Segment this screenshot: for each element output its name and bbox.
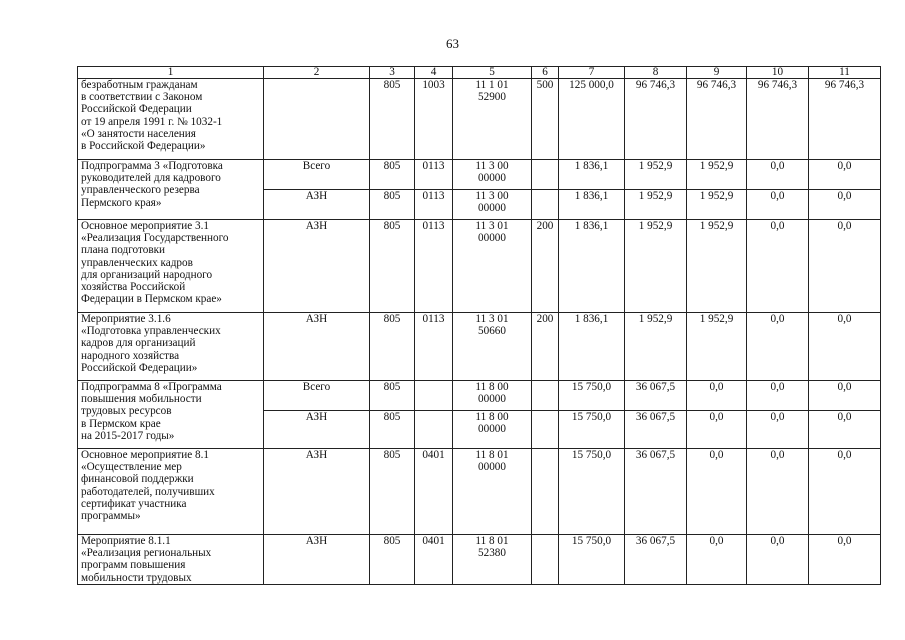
amount-col10-cell: 0,0 [747,411,809,449]
program-name-cell: безработным гражданам в соответствии с Законом Российской Федерации от 19 апреля 1991 г. № 1032-1 «О занятости населения в Российской Федерации» [78,79,264,160]
funding-source-cell: АЗН [264,313,370,381]
amount-col11-cell: 0,0 [809,313,881,381]
grbs-code-cell: 805 [370,381,415,411]
column-number-8: 8 [625,67,687,79]
section-code-cell [415,411,453,449]
section-code-cell: 0401 [415,535,453,585]
amount-col9-cell: 0,0 [687,535,747,585]
funding-source-cell: АЗН [264,220,370,313]
amount-col11-cell: 0,0 [809,535,881,585]
table-row [78,220,881,313]
amount-col7-cell: 15 750,0 [559,449,625,535]
target-article-cell: 11 3 00 00000 [453,190,532,220]
amount-col9-cell: 1 952,9 [687,190,747,220]
funding-source-cell [264,79,370,160]
amount-col7-cell: 1 836,1 [559,313,625,381]
column-number-5: 5 [453,67,532,79]
amount-col10-cell: 0,0 [747,535,809,585]
target-article-cell: 11 3 01 50660 [453,313,532,381]
amount-col9-cell: 1 952,9 [687,313,747,381]
expense-type-cell [532,160,559,190]
program-name-cell: Подпрограмма 3 «Подготовка руководителей для кадрового управленческого резерва Пермского края» [78,160,264,220]
amount-col11-cell: 0,0 [809,449,881,535]
program-name-cell: Подпрограмма 8 «Программа повышения мобильности трудовых ресурсов в Пермском крае на 2015-2017 годы» [78,381,264,449]
target-article-cell: 11 3 00 00000 [453,160,532,190]
amount-col10-cell: 0,0 [747,449,809,535]
amount-col10-cell: 0,0 [747,190,809,220]
amount-col11-cell: 0,0 [809,220,881,313]
expense-type-cell [532,381,559,411]
amount-col11-cell: 0,0 [809,160,881,190]
target-article-cell: 11 8 01 00000 [453,449,532,535]
funding-source-cell: Всего [264,381,370,411]
amount-col9-cell: 1 952,9 [687,160,747,190]
funding-source-cell: АЗН [264,190,370,220]
grbs-code-cell: 805 [370,160,415,190]
amount-col10-cell: 0,0 [747,313,809,381]
grbs-code-cell: 805 [370,449,415,535]
column-number-11: 11 [809,67,881,79]
amount-col7-cell: 1 836,1 [559,190,625,220]
expense-type-cell [532,411,559,449]
amount-col8-cell: 1 952,9 [625,160,687,190]
funding-source-cell: АЗН [264,411,370,449]
amount-col9-cell: 0,0 [687,381,747,411]
column-number-7: 7 [559,67,625,79]
amount-col7-cell: 15 750,0 [559,411,625,449]
column-number-9: 9 [687,67,747,79]
column-number-4: 4 [415,67,453,79]
section-code-cell: 0113 [415,160,453,190]
table-row [78,79,881,160]
expense-type-cell [532,535,559,585]
column-number-10: 10 [747,67,809,79]
amount-col10-cell: 0,0 [747,381,809,411]
target-article-cell: 11 1 01 52900 [453,79,532,160]
grbs-code-cell: 805 [370,411,415,449]
amount-col9-cell: 1 952,9 [687,220,747,313]
expense-type-cell [532,190,559,220]
amount-col8-cell: 96 746,3 [625,79,687,160]
amount-col7-cell: 15 750,0 [559,535,625,585]
grbs-code-cell: 805 [370,79,415,160]
target-article-cell: 11 8 01 52380 [453,535,532,585]
target-article-cell: 11 3 01 00000 [453,220,532,313]
amount-col11-cell: 0,0 [809,190,881,220]
amount-col10-cell: 0,0 [747,220,809,313]
amount-col7-cell: 1 836,1 [559,160,625,190]
column-number-6: 6 [532,67,559,79]
column-number-3: 3 [370,67,415,79]
funding-source-cell: АЗН [264,535,370,585]
program-name-cell: Мероприятие 8.1.1 «Реализация региональных программ повышения мобильности трудовых [78,535,264,585]
column-number-1: 1 [78,67,264,79]
column-number-2: 2 [264,67,370,79]
grbs-code-cell: 805 [370,220,415,313]
grbs-code-cell: 805 [370,190,415,220]
amount-col7-cell: 125 000,0 [559,79,625,160]
amount-col11-cell: 0,0 [809,411,881,449]
expense-type-cell [532,449,559,535]
table-row [78,449,881,535]
section-code-cell: 0401 [415,449,453,535]
section-code-cell: 1003 [415,79,453,160]
section-code-cell: 0113 [415,313,453,381]
page-number: 63 [446,36,459,51]
amount-col9-cell: 96 746,3 [687,79,747,160]
expense-type-cell: 200 [532,313,559,381]
amount-col9-cell: 0,0 [687,449,747,535]
table-row [78,535,881,585]
section-code-cell: 0113 [415,190,453,220]
grbs-code-cell: 805 [370,535,415,585]
section-code-cell [415,381,453,411]
target-article-cell: 11 8 00 00000 [453,381,532,411]
amount-col8-cell: 36 067,5 [625,535,687,585]
target-article-cell: 11 8 00 00000 [453,411,532,449]
amount-col10-cell: 0,0 [747,160,809,190]
amount-col7-cell: 15 750,0 [559,381,625,411]
section-code-cell: 0113 [415,220,453,313]
amount-col9-cell: 0,0 [687,411,747,449]
budget-table [77,66,881,585]
program-name-cell: Основное мероприятие 3.1 «Реализация Государственного плана подготовки управленческих кадров для организаций народного хозяйства Российской Федерации в Пермском крае» [78,220,264,313]
amount-col10-cell: 96 746,3 [747,79,809,160]
amount-col8-cell: 36 067,5 [625,381,687,411]
amount-col8-cell: 1 952,9 [625,220,687,313]
amount-col7-cell: 1 836,1 [559,220,625,313]
expense-type-cell: 200 [532,220,559,313]
table-row [78,313,881,381]
amount-col11-cell: 96 746,3 [809,79,881,160]
amount-col11-cell: 0,0 [809,381,881,411]
column-number-row [78,67,881,79]
funding-source-cell: Всего [264,160,370,190]
expense-type-cell: 500 [532,79,559,160]
amount-col8-cell: 1 952,9 [625,313,687,381]
amount-col8-cell: 1 952,9 [625,190,687,220]
amount-col8-cell: 36 067,5 [625,411,687,449]
program-name-cell: Мероприятие 3.1.6 «Подготовка управленческих кадров для организаций народного хозяйства Российской Федерации» [78,313,264,381]
table-row [78,160,881,190]
program-name-cell: Основное мероприятие 8.1 «Осуществление мер финансовой поддержки работодателей, получивших сертификат участника программы» [78,449,264,535]
table-row [78,381,881,411]
funding-source-cell: АЗН [264,449,370,535]
amount-col8-cell: 36 067,5 [625,449,687,535]
grbs-code-cell: 805 [370,313,415,381]
